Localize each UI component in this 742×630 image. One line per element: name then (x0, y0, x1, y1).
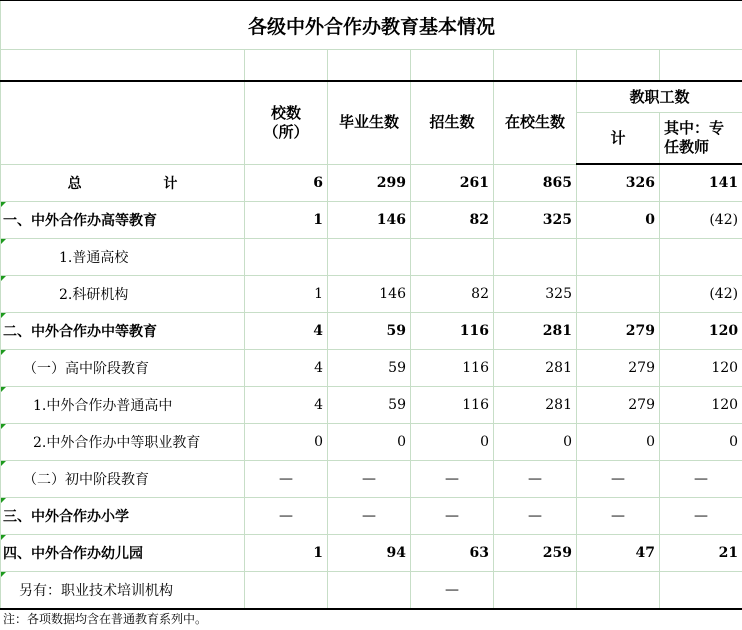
table-row (1, 461, 742, 498)
row-label[interactable]: （一）高中阶段教育 (1, 350, 245, 387)
cell-schools[interactable]: 4 (245, 387, 328, 424)
cell-enrollment[interactable]: — (411, 498, 494, 535)
header-staff-fulltime[interactable] (660, 113, 742, 165)
cell-enrollment[interactable]: 116 (411, 387, 494, 424)
total-row (1, 164, 742, 202)
cell-students[interactable]: — (494, 498, 577, 535)
header-schools[interactable] (245, 81, 328, 164)
cell-staff[interactable]: — (577, 498, 660, 535)
row-label[interactable]: 另有：职业技术培训机构 (1, 572, 245, 610)
cell-schools[interactable]: — (245, 498, 328, 535)
total-graduates[interactable]: 299 (328, 164, 411, 202)
table-row (1, 350, 742, 387)
cell-graduates[interactable] (328, 239, 411, 276)
cell-schools[interactable]: 1 (245, 535, 328, 572)
row-label[interactable]: 1.中外合作办普通高中 (1, 387, 245, 424)
cell-staff[interactable]: 279 (577, 313, 660, 350)
cell-fulltime[interactable]: 120 (660, 387, 742, 424)
cell-graduates[interactable]: 146 (328, 202, 411, 239)
total-staff[interactable]: 326 (577, 164, 660, 202)
header-schools-text: 校数（所） (263, 103, 309, 141)
row-label[interactable]: 2.科研机构 (1, 276, 245, 313)
row-label[interactable]: 1.普通高校 (1, 239, 245, 276)
cell-graduates[interactable]: 59 (328, 313, 411, 350)
cell-graduates[interactable]: 146 (328, 276, 411, 313)
cell-students[interactable]: 281 (494, 387, 577, 424)
table-row (1, 313, 742, 350)
table-row (1, 424, 742, 461)
cell-schools[interactable]: 1 (245, 276, 328, 313)
cell-schools[interactable] (245, 239, 328, 276)
row-label[interactable]: 四、中外合作办幼儿园 (1, 535, 245, 572)
header-label-blank[interactable] (1, 81, 245, 164)
cell-graduates[interactable]: 0 (328, 424, 411, 461)
row-label[interactable]: 二、中外合作办中等教育 (1, 313, 245, 350)
cell-schools[interactable]: 1 (245, 202, 328, 239)
table-row (1, 572, 742, 610)
table-row (1, 498, 742, 535)
cell-staff[interactable]: 0 (577, 202, 660, 239)
cell-students[interactable]: 325 (494, 202, 577, 239)
cell-graduates[interactable]: 59 (328, 387, 411, 424)
cell-fulltime[interactable]: 120 (660, 350, 742, 387)
total-label-right: 计 (163, 175, 178, 192)
total-enrollment[interactable]: 261 (411, 164, 494, 202)
header-staff-total[interactable]: 计 (577, 113, 660, 165)
cell-graduates[interactable]: — (328, 461, 411, 498)
cell-schools[interactable]: — (245, 461, 328, 498)
cell-students[interactable]: — (494, 461, 577, 498)
cell-fulltime[interactable]: (42) (660, 276, 742, 313)
cell[interactable] (411, 50, 494, 82)
table-row (1, 202, 742, 239)
cell-students[interactable]: 325 (494, 276, 577, 313)
footnote: 注：各项数据均含在普通教育系列中。 (3, 612, 208, 626)
cell-graduates[interactable]: — (328, 498, 411, 535)
cell-students[interactable]: 0 (494, 424, 577, 461)
cell-fulltime[interactable]: 0 (660, 424, 742, 461)
cell-staff[interactable]: 279 (577, 387, 660, 424)
table-row (1, 535, 742, 572)
header-enrollment[interactable]: 招生数 (411, 81, 494, 164)
cell[interactable] (245, 50, 328, 82)
total-students[interactable]: 865 (494, 164, 577, 202)
cell-students[interactable]: 281 (494, 313, 577, 350)
cell-fulltime[interactable]: (42) (660, 202, 742, 239)
cell-schools[interactable]: 4 (245, 313, 328, 350)
cell-staff[interactable]: 0 (577, 424, 660, 461)
cell-staff[interactable] (577, 572, 660, 610)
cell-enrollment[interactable]: 0 (411, 424, 494, 461)
row-label[interactable]: 2.中外合作办中等职业教育 (1, 424, 245, 461)
table-row (1, 387, 742, 424)
cell-graduates[interactable]: 94 (328, 535, 411, 572)
header-staff-fulltime-text: 其中：专任教师 (664, 119, 725, 156)
cell-staff[interactable]: 279 (577, 350, 660, 387)
cell-graduates[interactable]: 59 (328, 350, 411, 387)
cell[interactable] (577, 50, 660, 82)
total-label[interactable] (1, 164, 245, 202)
total-fulltime[interactable]: 141 (660, 164, 742, 202)
cell-students[interactable]: 259 (494, 535, 577, 572)
cell-fulltime[interactable]: 120 (660, 313, 742, 350)
cell-enrollment[interactable]: 82 (411, 202, 494, 239)
cell-schools[interactable]: 4 (245, 350, 328, 387)
cell[interactable] (660, 50, 742, 82)
cell-enrollment[interactable] (411, 239, 494, 276)
total-label-left: 总 (67, 175, 82, 192)
cell-schools[interactable] (245, 572, 328, 610)
cell-enrollment[interactable]: 116 (411, 350, 494, 387)
cell-students[interactable]: 281 (494, 350, 577, 387)
cell-students[interactable] (494, 239, 577, 276)
cell-enrollment[interactable]: 116 (411, 313, 494, 350)
row-label[interactable]: 一、中外合作办高等教育 (1, 202, 245, 239)
cell[interactable] (494, 50, 577, 82)
row-label[interactable]: （二）初中阶段教育 (1, 461, 245, 498)
cell-enrollment[interactable]: 63 (411, 535, 494, 572)
cell-staff[interactable] (577, 276, 660, 313)
cell-enrollment[interactable]: 82 (411, 276, 494, 313)
row-label[interactable]: 三、中外合作办小学 (1, 498, 245, 535)
cell-fulltime[interactable] (660, 239, 742, 276)
table-row (1, 239, 742, 276)
cell-staff[interactable]: — (577, 461, 660, 498)
header-graduates[interactable]: 毕业生数 (328, 81, 411, 164)
cell-staff[interactable] (577, 239, 660, 276)
cell[interactable] (1, 50, 245, 82)
header-students[interactable]: 在校生数 (494, 81, 577, 164)
cell-fulltime[interactable] (660, 572, 742, 610)
cell-fulltime[interactable]: — (660, 498, 742, 535)
cell-students[interactable] (494, 572, 577, 610)
cell[interactable] (328, 50, 411, 82)
header-staff-group[interactable]: 教职工数 (577, 81, 742, 113)
cell-graduates[interactable] (328, 572, 411, 610)
total-schools[interactable]: 6 (245, 164, 328, 202)
cell-fulltime[interactable]: — (660, 461, 742, 498)
table-row (1, 276, 742, 313)
cell-enrollment[interactable]: — (411, 572, 494, 610)
page-title: 各级中外合作办教育基本情况 (1, 1, 742, 50)
cell-fulltime[interactable]: 21 (660, 535, 742, 572)
cell-schools[interactable]: 0 (245, 424, 328, 461)
cell-staff[interactable]: 47 (577, 535, 660, 572)
cell-enrollment[interactable]: — (411, 461, 494, 498)
